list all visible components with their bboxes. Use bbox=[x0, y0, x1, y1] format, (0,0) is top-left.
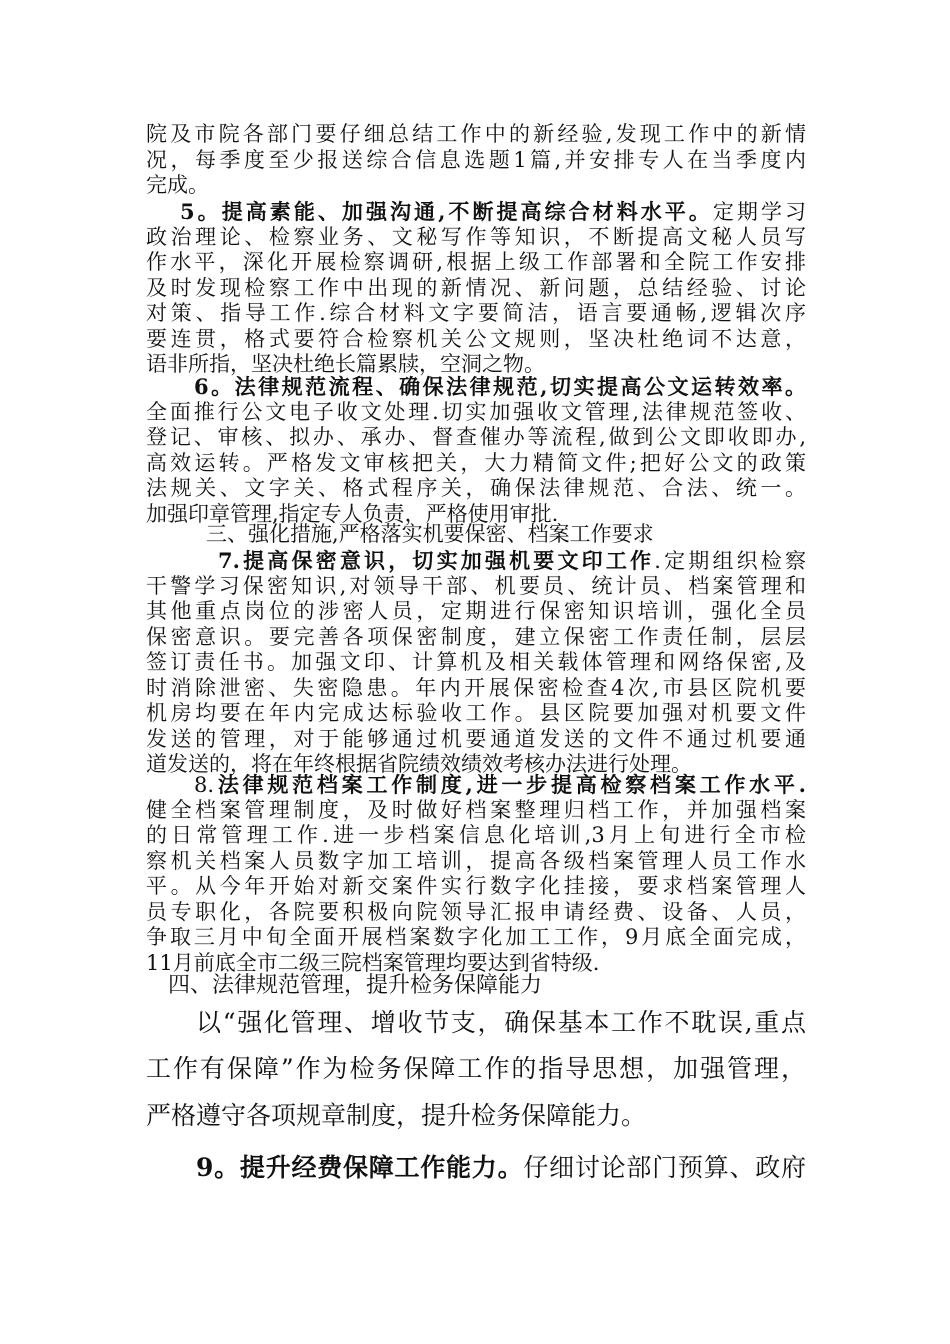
section-title: 三、强化措施,严格落实机要保密、档案工作要求 bbox=[206, 522, 654, 546]
item-7-heading: 7.提高保密意识，切实加强机要文印工作 bbox=[218, 548, 655, 573]
item-9-lead: 仔细讨论部门预算、政府 bbox=[523, 1153, 806, 1182]
text-line: 11月前底全市二级三院档案管理均要达到省特级. bbox=[146, 950, 600, 975]
text-line: 员专职化，各院要积极向院领导汇报申请经费、设备、人员， bbox=[146, 899, 806, 924]
item-9-heading: 9。提升经费保障工作能力。 bbox=[196, 1153, 524, 1182]
text-line: 工作有保障”作为检务保障工作的指导思想，加强管理， bbox=[146, 1054, 806, 1083]
text-line: 察机关档案人员数字加工培训，提高各级档案管理人员工作水 bbox=[146, 848, 806, 873]
text-line: 严格遵守各项规章制度，提升检务保障能力。 bbox=[146, 1101, 647, 1130]
section-title: 四、法律规范管理，提升检务保障能力 bbox=[168, 973, 543, 998]
text-line: 高效运转。严格发文审核把关，大力精简文件;把好公文的政策 bbox=[146, 450, 806, 475]
paragraph-item-8 bbox=[146, 772, 806, 976]
text-line: 保密意识。要完善各项保密制度，建立保密工作责任制，层层 bbox=[146, 624, 806, 649]
text-line: 时消除泄密、失密隐患。年内开展保密检查4次,市县区院机要 bbox=[146, 675, 806, 700]
text-line: 道发送的，将在年终根据省院绩效绩效考核办法进行处理。 bbox=[146, 752, 692, 776]
text-line bbox=[146, 199, 806, 225]
paragraph-item-5 bbox=[146, 199, 806, 378]
text-line: 完成。 bbox=[146, 173, 209, 197]
item-5-heading: 5。提高素能、加强沟通,不断提高综合材料水平。 bbox=[180, 199, 713, 224]
text-line: 作水平，深化开展检察调研,根据上级工作部署和全院工作安排 bbox=[146, 250, 806, 274]
item-7-lead: .定期组织检察 bbox=[654, 549, 806, 573]
text-line: 加强印章管理,指定专人负责，严格使用审批. bbox=[146, 501, 559, 526]
section-3-heading bbox=[146, 522, 806, 548]
text-line: 全面推行公文电子收文处理.切实加强收文管理,法律规范签收、 bbox=[146, 399, 806, 424]
text-line: 平。从今年开始对新交案件实行数字化挂接，要求档案管理人 bbox=[146, 874, 806, 898]
text-line: 况，每季度至少报送综合信息选题1篇,并安排专人在当季度内 bbox=[146, 147, 806, 172]
text-line: 健全档案管理制度，及时做好档案整理归档工作，并加强档案 bbox=[146, 797, 806, 822]
text-line: 其他重点岗位的涉密人员，定期进行保密知识培训，强化全员 bbox=[146, 599, 806, 623]
text-line: 的日常管理工作.进一步档案信息化培训,3月上旬进行全市检 bbox=[146, 823, 806, 847]
text-line: 法规关、文字关、格式程序关，确保法律规范、合法、统一。 bbox=[146, 476, 806, 500]
text-line bbox=[146, 772, 806, 798]
item-8-number: 8. bbox=[194, 773, 215, 797]
item-8-heading: 法律规范档案工作制度,进一步提高检察档案工作水平. bbox=[214, 772, 806, 797]
text-line: 签订责任书。加强文印、计算机及相关载体管理和网络保密,及 bbox=[146, 650, 806, 674]
text-line: 争取三月中旬全面开展档案数字化加工工作，9月底全面完成， bbox=[146, 925, 806, 949]
paragraph-continuation bbox=[146, 122, 806, 199]
text-line: 院及市院各部门要仔细总结工作中的新经验,发现工作中的新情 bbox=[146, 122, 806, 146]
text-line: 政治理论、检察业务、文秘写作等知识，不断提高文秘人员写 bbox=[146, 224, 806, 249]
paragraph-item-7 bbox=[146, 548, 806, 778]
paragraph-item-6 bbox=[146, 374, 806, 527]
item-6-heading: 6。法律规范流程、确保法律规范,切实提高公文运转效率。 bbox=[194, 374, 806, 399]
text-line bbox=[196, 1153, 806, 1183]
text-line: 对策、指导工作.综合材料文字要简洁，语言要通畅,逻辑次序 bbox=[146, 301, 806, 325]
text-line: 语非所指，坚决杜绝长篇累牍，空洞之物。 bbox=[146, 352, 545, 376]
item-5-lead: 定期学习 bbox=[712, 200, 806, 224]
text-line: 要连贯，格式要符合检察机关公文规则，坚决杜绝词不达意， bbox=[146, 326, 806, 351]
text-line: 干警学习保密知识,对领导干部、机要员、统计员、档案管理和 bbox=[146, 573, 806, 598]
text-line bbox=[146, 548, 806, 574]
text-line: 机房均要在年内完成达标验收工作。县区院要加强对机要文件 bbox=[146, 701, 806, 725]
text-line: 登记、审核、拟办、承办、督查催办等流程,做到公文即收即办, bbox=[146, 425, 806, 449]
text-line: 以“强化管理、增收节支，确保基本工作不耽误,重点 bbox=[196, 1008, 806, 1037]
text-line: 及时发现检察工作中出现的新情况、新问题，总结经验、讨论 bbox=[146, 275, 806, 300]
text-line: 发送的管理，对于能够通过机要通道发送的文件不通过机要通 bbox=[146, 726, 806, 751]
section-4-heading bbox=[146, 973, 806, 999]
